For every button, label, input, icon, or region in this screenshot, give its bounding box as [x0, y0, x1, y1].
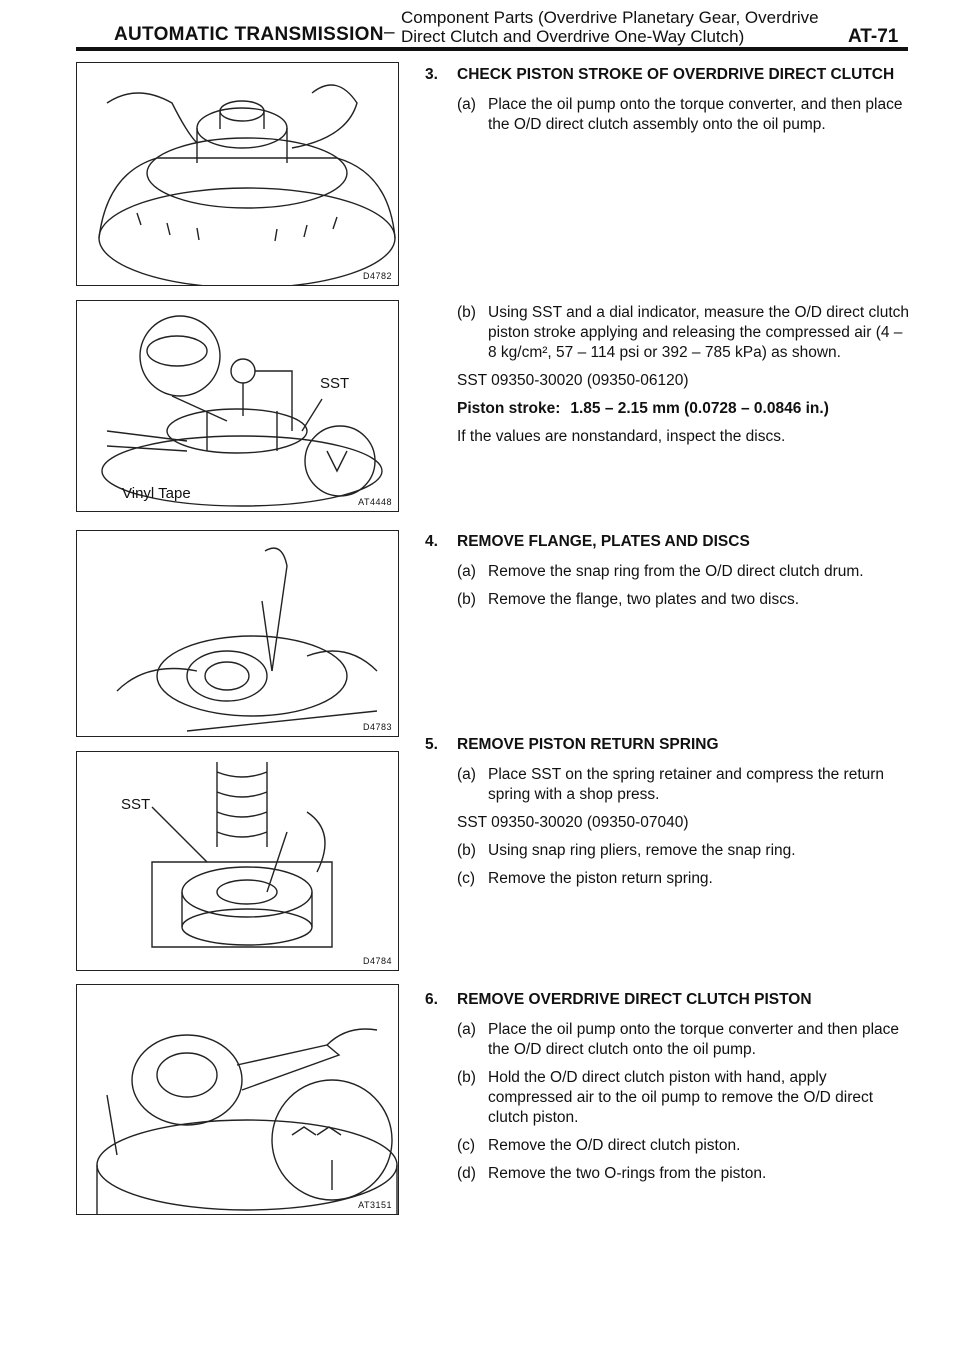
figure-shop-press — [76, 751, 399, 971]
sub-step-letter: (c) — [457, 1137, 476, 1154]
figure-illustration — [77, 752, 399, 971]
sub-step-text: Remove the piston return spring. — [488, 870, 713, 887]
sub-step-letter: (a) — [457, 766, 476, 783]
step-heading — [425, 65, 915, 85]
figure-torque-converter-clutch — [76, 62, 399, 286]
sub-step-letter: (a) — [457, 1021, 476, 1038]
sub-step — [425, 303, 915, 363]
sub-step-text: Remove the two O-rings from the piston. — [488, 1165, 767, 1182]
step-title: REMOVE PISTON RETURN SPRING — [457, 736, 719, 753]
sub-step-text: Remove the flange, two plates and two discs. — [488, 591, 800, 608]
sub-step-text: Place the oil pump onto the torque converter, and then place the O/D direct clutch assembly onto the oil pump. — [488, 96, 903, 133]
spec-line — [425, 399, 915, 419]
sub-step-text: Using SST and a dial indicator, measure the O/D direct clutch piston stroke applying and releasing the compressed air (4 – 8 kg/cm², 57 – 114 psi or 392 – 785 kPa) as shown. — [488, 304, 910, 361]
figure-illustration — [77, 531, 399, 737]
sub-step — [425, 1136, 915, 1156]
header-subtitle-line2: Direct Clutch and Overdrive One-Way Clutch) — [401, 27, 745, 46]
sub-step — [425, 562, 915, 582]
step-3-continued — [425, 303, 915, 455]
header-subtitle-line1: Component Parts (Overdrive Planetary Gear, Overdrive — [401, 8, 819, 27]
figure-snap-ring-removal — [76, 530, 399, 737]
step-title: CHECK PISTON STROKE OF OVERDRIVE DIRECT CLUTCH — [457, 66, 895, 83]
sub-step — [425, 590, 915, 610]
figure-illustration — [77, 985, 399, 1215]
sub-step-text: Using snap ring pliers, remove the snap ring. — [488, 842, 796, 859]
step-number: 5. — [425, 736, 438, 753]
step-number: 3. — [425, 66, 438, 83]
figure-code: AT4448 — [358, 497, 392, 507]
step-4 — [425, 532, 915, 618]
sst-number: SST 09350-30020 (09350-06120) — [457, 372, 689, 389]
header-rule — [76, 47, 908, 51]
note: If the values are nonstandard, inspect the discs. — [457, 428, 786, 445]
sst-label: SST — [320, 375, 350, 392]
sub-step-text: Remove the snap ring from the O/D direct clutch drum. — [488, 563, 864, 580]
section-title: AUTOMATIC TRANSMISSION — [114, 24, 384, 45]
header-dash: – — [384, 22, 395, 43]
sub-step-letter: (a) — [457, 563, 476, 580]
sub-step-text: Place the oil pump onto the torque converter and then place the O/D direct clutch onto the oil pump. — [488, 1021, 900, 1058]
sub-step-letter: (b) — [457, 304, 476, 321]
sub-step — [425, 1164, 915, 1184]
spec-label: Piston stroke: — [457, 400, 561, 417]
step-heading — [425, 532, 915, 552]
sub-step — [425, 765, 915, 805]
sub-step-letter: (b) — [457, 1069, 476, 1086]
sub-step-text: Remove the O/D direct clutch piston. — [488, 1137, 741, 1154]
figure-dial-indicator — [76, 300, 399, 512]
figure-compressed-air — [76, 984, 399, 1215]
sub-step-letter: (c) — [457, 870, 476, 887]
sub-step-text: Hold the O/D direct clutch piston with hand, apply compressed air to the oil pump to remove the O/D direct clutch piston. — [488, 1069, 874, 1126]
sub-step — [425, 1020, 915, 1060]
step-title: REMOVE OVERDRIVE DIRECT CLUTCH PISTON — [457, 991, 812, 1008]
sst-label: SST — [121, 796, 151, 813]
vinyl-tape-label: Vinyl Tape — [122, 485, 191, 502]
figure-illustration — [77, 63, 399, 286]
sub-step-letter: (a) — [457, 96, 476, 113]
sub-step-letter: (d) — [457, 1165, 476, 1182]
sub-step — [425, 95, 915, 135]
sub-step-text: Place SST on the spring retainer and compress the return spring with a shop press. — [488, 766, 885, 803]
header-subtitle — [401, 8, 819, 46]
step-number: 6. — [425, 991, 438, 1008]
sub-step-letter: (b) — [457, 842, 476, 859]
figure-illustration — [77, 301, 399, 512]
step-heading — [425, 990, 915, 1010]
step-3 — [425, 65, 915, 143]
sub-step-letter: (b) — [457, 591, 476, 608]
sub-step — [425, 869, 915, 889]
figure-code: AT3151 — [358, 1200, 392, 1210]
page-number: AT-71 — [848, 26, 899, 47]
step-title: REMOVE FLANGE, PLATES AND DISCS — [457, 533, 750, 550]
sub-step — [425, 1068, 915, 1128]
figure-code: D4783 — [362, 722, 392, 732]
step-heading — [425, 735, 915, 755]
figure-code: D4784 — [362, 956, 392, 966]
sst-number: SST 09350-30020 (09350-07040) — [457, 814, 689, 831]
sub-step — [425, 841, 915, 861]
figure-code: D4782 — [362, 271, 392, 281]
step-number: 4. — [425, 533, 438, 550]
spec-value: 1.85 – 2.15 mm (0.0728 – 0.0846 in.) — [570, 400, 829, 417]
step-6 — [425, 990, 915, 1192]
step-5 — [425, 735, 915, 897]
